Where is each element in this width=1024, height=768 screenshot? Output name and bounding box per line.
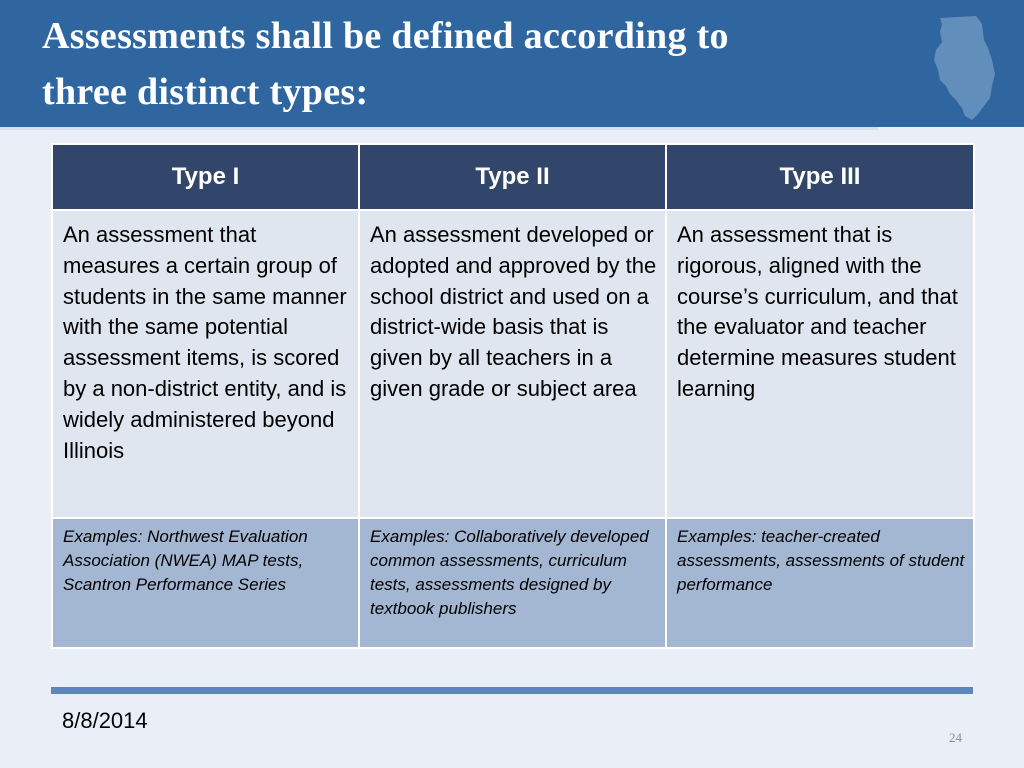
footer-rule	[51, 687, 973, 694]
description-type-2: An assessment developed or adopted and approved by the school district and used on a district-wide basis that is given by all teachers in a given grade or subject area	[359, 210, 666, 518]
slide-title-line-1: Assessments shall be defined according to	[42, 15, 729, 57]
slide-title-line-2: three distinct types:	[42, 71, 369, 113]
description-type-1: An assessment that measures a certain group of students in the same manner with the same potential assessment items, is scored by a non-district entity, and is widely administered beyond Illinois	[52, 210, 359, 518]
illinois-state-outline-icon	[932, 14, 1004, 122]
header-type-1: Type I	[52, 144, 359, 210]
header-type-3: Type III	[666, 144, 974, 210]
header-type-2: Type II	[359, 144, 666, 210]
slide-date: 8/8/2014	[62, 708, 148, 733]
examples-row	[52, 518, 974, 648]
slide-title	[42, 8, 902, 120]
description-type-3: An assessment that is rigorous, aligned with the course’s curriculum, and that the evaluator and teacher determine measures student learning	[666, 210, 974, 518]
table-header-row	[52, 144, 974, 210]
page-number: 24	[949, 730, 962, 745]
examples-type-2: Examples: Collaboratively developed common assessments, curriculum tests, assessments designed by textbook publishers	[359, 518, 666, 648]
examples-type-3: Examples: teacher-created assessments, assessments of student performance	[666, 518, 974, 648]
title-band	[0, 0, 1024, 127]
description-row	[52, 210, 974, 518]
assessment-types-table	[51, 143, 975, 649]
examples-type-1: Examples: Northwest Evaluation Association (NWEA) MAP tests, Scantron Performance Series	[52, 518, 359, 648]
title-underline	[0, 127, 878, 130]
